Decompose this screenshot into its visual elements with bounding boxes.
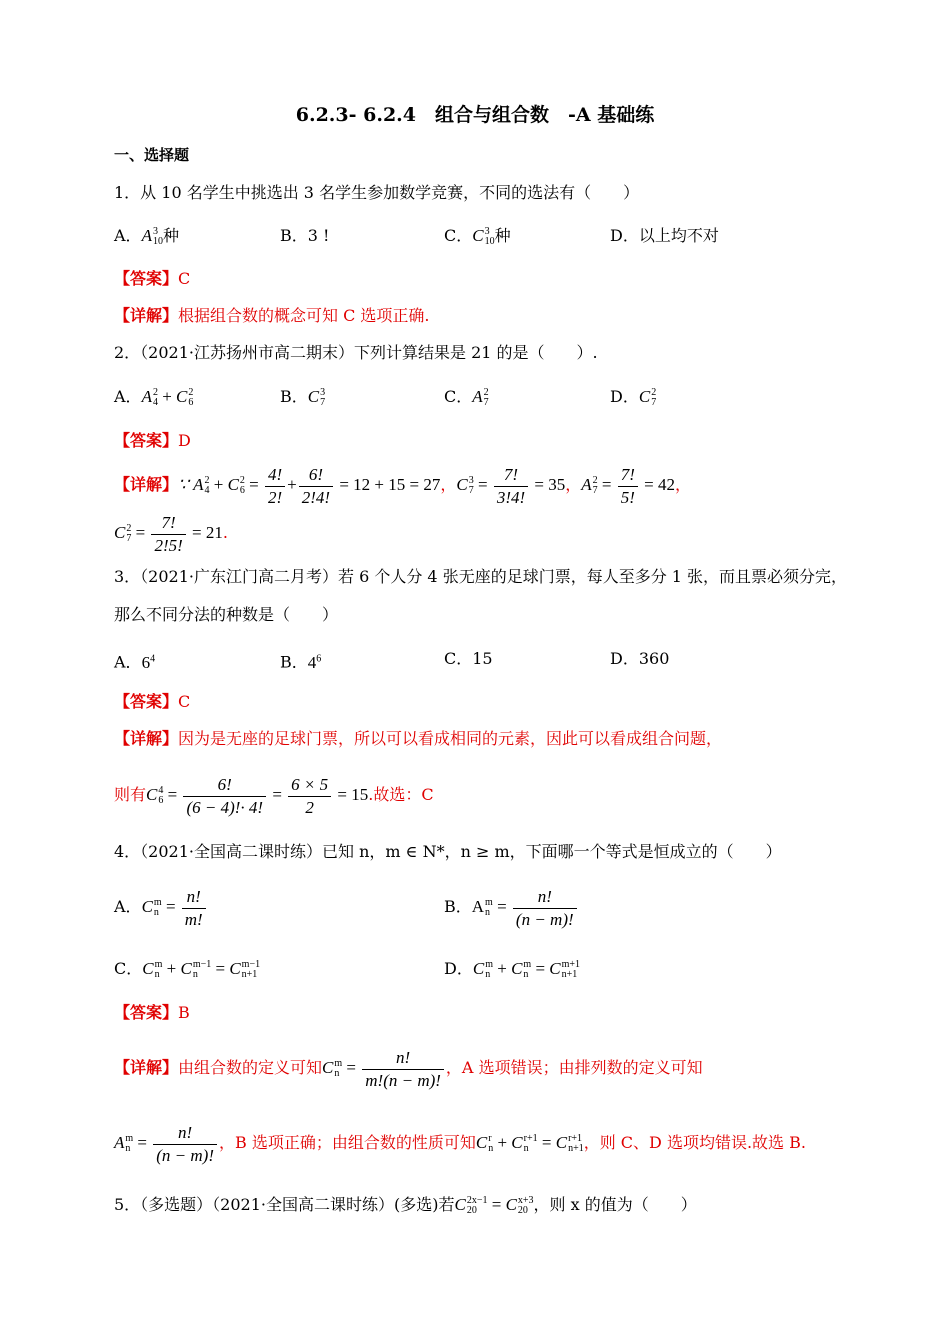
q1-option-a: A．A 3 10 种: [114, 226, 179, 248]
q1-option-c: C．C 3 10 种: [444, 226, 511, 248]
q2-option-b: B．C 3 7: [280, 387, 326, 409]
question-4-stem: 4．（2021·全国高二课时练）已知 n，m ∈ N*，n ≥ m，下面哪一个等式是恒成立的（ ）: [114, 842, 782, 861]
question-1-stem: 1．从 10 名学生中挑选出 3 名学生参加数学竞赛，不同的选法有（ ）: [114, 183, 640, 202]
q3-answer: 【答案】C: [114, 692, 191, 711]
q4-explanation-line2: A m n = $\frac{n!}{(n - m)!}$ ，B 选项正确；由组合数的性质可知C r n + C r+1 n = C r+1 n+1 ，则 C、D 选项均错误.故选 B.: [114, 1122, 806, 1165]
page-title: 6.2.3- 6.2.4 组合与组合数 -A 基础练: [295, 104, 655, 126]
q4-option-d: D．C m n + C m n = C m+1 n+1: [444, 959, 581, 981]
q3-option-b: B．$4^6$: [280, 652, 322, 672]
q4-explanation-line1: 【详解】由组合数的定义可知C m n = $\frac{n!}{m!(n - m)!}$ ，A 选项错误；由排列数的定义可知: [114, 1047, 703, 1090]
q2-explanation-line1: 【详解】∵ A 2 4 + C 2 6 = $\frac{4!}{2!}$ + $\frac{6!}{2!4!}$ = 12 + 15 = 27，C 3 7 = $\frac{7!}{3!4!}$ = 35，A 2 7 = $\frac{7!}{5!}$ = 42，: [114, 464, 692, 507]
q4-option-a: A．C m n = $\frac{n!}{m!}$: [114, 884, 208, 930]
q4-option-c: C．C m n + C m−1 n = C m−1 n+1: [114, 959, 261, 981]
q4-option-b: B．A m n = $\frac{n!}{(n - m)!}$: [444, 884, 579, 930]
question-2-stem: 2．（2021·江苏扬州市高二期末）下列计算结果是 21 的是（ ）.: [114, 343, 598, 362]
question-3-stem-line1: 3．（2021·广东江门高二月考）若 6 个人分 4 张无座的足球门票，每人至多分 1 张，而且票必须分完，: [114, 567, 848, 586]
question-3-stem-line2: 那么不同分法的种数是（ ）: [114, 605, 339, 624]
q2-explanation-line2: C 2 7 = $\frac{7!}{2!5!}$ = 21.: [114, 512, 228, 555]
q1-option-d: D．以上均不对: [610, 226, 719, 245]
question-5-stem: 5．（多选题）（2021·全国高二课时练）(多选)若C 2x−1 20 = C x+3 20 ，则 x 的值为（ ）: [114, 1195, 697, 1217]
q1-option-b: B．3 !: [280, 226, 330, 245]
q4-answer: 【答案】B: [114, 1003, 190, 1022]
section-heading: 一、选择题: [114, 146, 190, 164]
q3-option-d: D．360: [610, 649, 670, 668]
q2-answer: 【答案】D: [114, 431, 191, 450]
q1-explanation: 【详解】根据组合数的概念可知 C 选项正确.: [114, 306, 430, 325]
q3-option-c: C．15: [444, 649, 493, 668]
q3-explanation-line2: 则有C 4 6 = $\frac{6!}{(6 - 4)!\cdot 4!}$ = $\frac{6 \times 5}{2}$ = 15.故选：C: [114, 774, 434, 817]
q2-option-c: C．A 2 7: [444, 387, 489, 409]
q1-answer: 【答案】C: [114, 269, 191, 288]
q2-option-d: D．C 2 7: [610, 387, 657, 409]
q3-option-a: A．$6^4$: [114, 652, 156, 672]
q3-explanation-line1: 【详解】因为是无座的足球门票，所以可以看成相同的元素，因此可以看成组合问题，: [114, 729, 723, 748]
q2-option-a: A．A 2 4 + C 2 6: [114, 387, 194, 409]
